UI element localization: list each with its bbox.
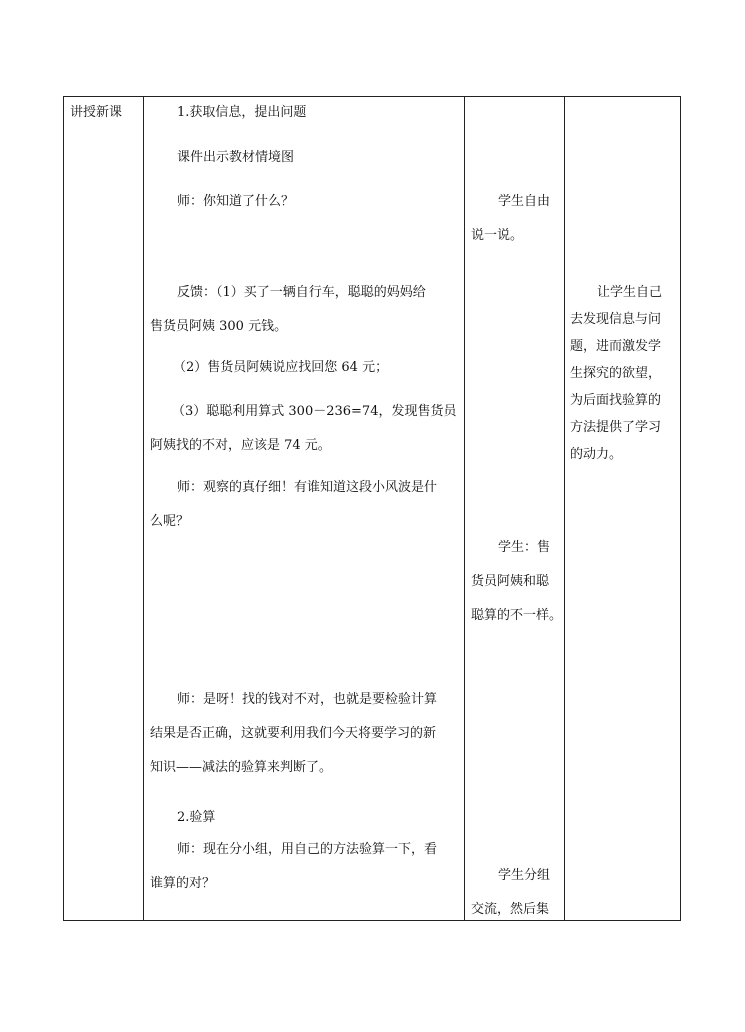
text-line: 知识——减法的验算来判断了。 <box>150 760 333 775</box>
student-response-2 <box>471 539 562 624</box>
text-line: 的动力。 <box>570 447 623 462</box>
teacher-question-2 <box>150 479 437 530</box>
design-intent <box>570 284 662 463</box>
student-response-3 <box>471 867 550 918</box>
feedback-item-3 <box>150 403 456 454</box>
column-divider-3 <box>564 97 565 920</box>
text-line: 反馈：（1）买了一辆自行车，聪聪的妈妈给 <box>177 285 426 300</box>
text-line: 题，进而激发学 <box>570 339 662 354</box>
text-line: 谁算的对？ <box>150 876 216 891</box>
feedback-item-2: （2）售货员阿姨说应找回您 64 元； <box>173 360 389 375</box>
text-line: 学生分组 <box>498 868 551 883</box>
text-line: 结果是否正确，这就要利用我们今天将要学习的新 <box>150 726 437 741</box>
teacher-explanation <box>150 691 437 776</box>
stage-label: 讲授新课 <box>70 105 123 120</box>
text-line: 说一说。 <box>471 228 524 243</box>
section-heading-1: 1.获取信息，提出问题 <box>177 105 307 120</box>
text-line: 么呢？ <box>150 514 190 529</box>
teacher-question: 师：你知道了什么？ <box>177 194 295 209</box>
student-response-1 <box>471 193 550 244</box>
text-line: 学生：售 <box>498 540 551 555</box>
text-line: 师：观察的真仔细！有谁知道这段小风波是什 <box>177 480 438 495</box>
text-line: 让学生自己 <box>597 285 663 300</box>
text-line: （3）聪聪利用算式 300－236=74，发现售货员 <box>172 404 457 419</box>
text-line: 方法提供了学习 <box>570 420 662 435</box>
text-line: 师：是呀！找的钱对不对，也就是要检验计算 <box>177 692 438 707</box>
text-line: 去发现信息与问 <box>570 312 662 327</box>
text-line: 生探究的欲望， <box>570 366 662 381</box>
text-line: 师：现在分小组，用自己的方法验算一下，看 <box>177 842 438 857</box>
lesson-table <box>63 96 681 921</box>
text-line: 学生自由 <box>498 194 551 209</box>
text-line: 聪算的不一样。 <box>471 608 563 623</box>
teacher-para: 课件出示教材情境图 <box>177 150 295 165</box>
column-divider-2 <box>464 97 465 920</box>
text-line: 为后面找验算的 <box>570 393 662 408</box>
text-line: 售货员阿姨 300 元钱。 <box>150 319 288 334</box>
section-heading-2: 2.验算 <box>177 810 216 825</box>
feedback-para <box>150 284 426 335</box>
text-line: 交流，然后集 <box>471 902 550 917</box>
text-line: 阿姨找的不对，应该是 74 元。 <box>150 438 331 453</box>
text-line: 货员阿姨和聪 <box>471 574 550 589</box>
column-divider-1 <box>143 97 144 920</box>
teacher-instruction <box>150 841 437 892</box>
